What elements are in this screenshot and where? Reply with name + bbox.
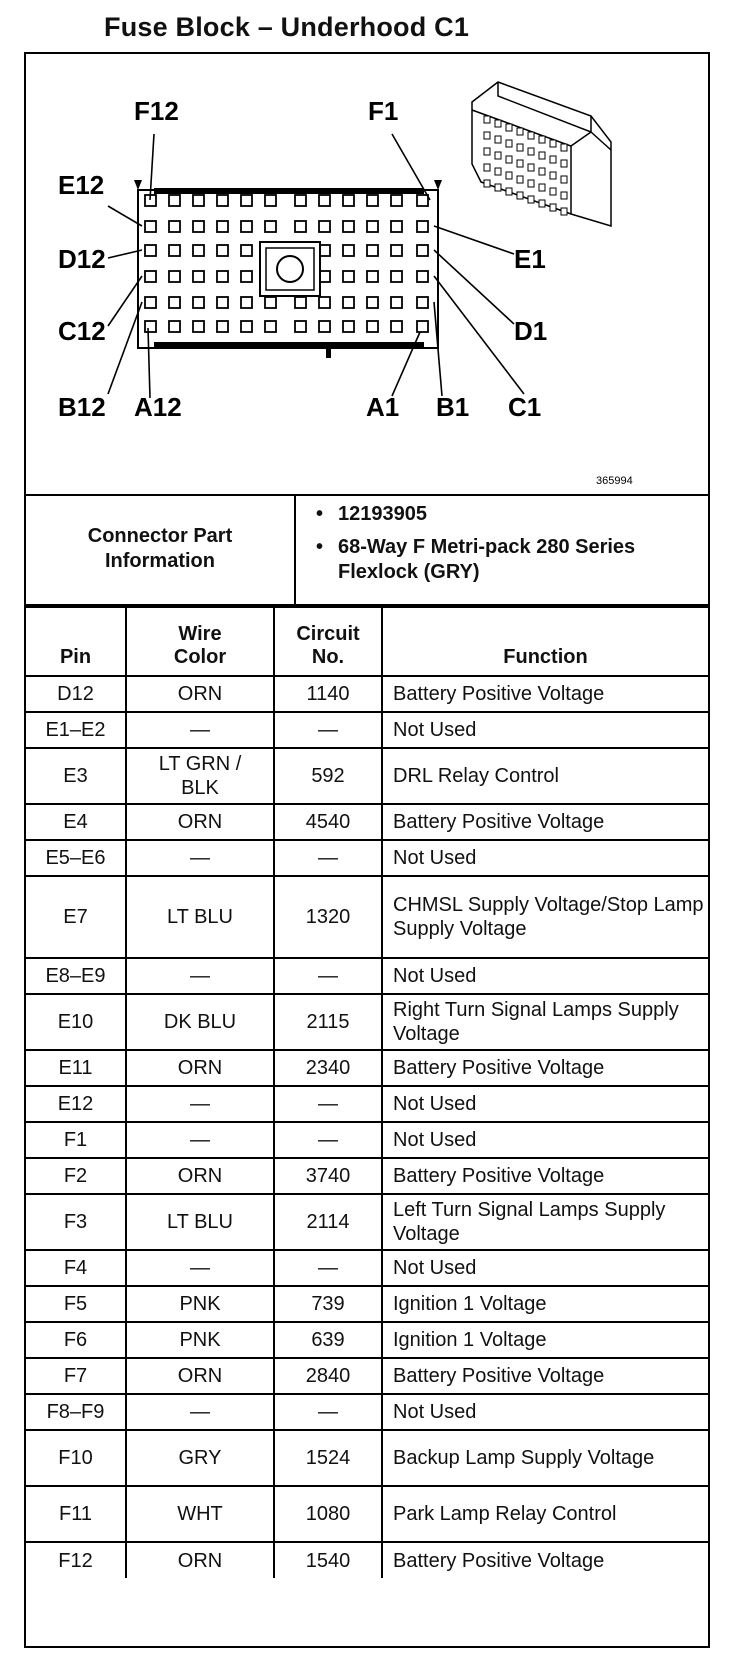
connector-pin-cavity (145, 297, 156, 308)
connector-pin-cavity (145, 271, 156, 282)
connector-pin-cavity (367, 221, 378, 232)
function-cell: Not Used (382, 1250, 708, 1286)
function-cell: Not Used (382, 712, 708, 748)
iso-pin-cavity (561, 160, 567, 167)
pin-cell: F3 (26, 1194, 126, 1250)
pin-cell: F6 (26, 1322, 126, 1358)
table-row (26, 1158, 708, 1194)
table-row (26, 1086, 708, 1122)
header-wire-color (126, 607, 274, 676)
iso-pin-cavity (550, 156, 556, 163)
function-cell: Not Used (382, 1122, 708, 1158)
connector-part-label (26, 494, 296, 604)
header-circuit-no (274, 607, 382, 676)
iso-pin-cavity (506, 188, 512, 195)
connector-pin-cavity (391, 297, 402, 308)
label-d1: D1 (514, 316, 548, 346)
figure-number: 365994 (596, 475, 633, 487)
function-cell: Park Lamp Relay Control (382, 1486, 708, 1542)
pin-cell: E3 (26, 748, 126, 804)
pin-cell: E12 (26, 1086, 126, 1122)
wire-color-cell: — (126, 712, 274, 748)
connector-pin-cavity (193, 245, 204, 256)
connector-type: • 68-Way F Metri-pack 280 Series Flexlock (GRY) (310, 535, 700, 585)
circuit-cell: 592 (274, 748, 382, 804)
function-cell: Not Used (382, 840, 708, 876)
iso-pin-cavity (517, 192, 523, 199)
iso-pin-cavity (506, 172, 512, 179)
function-cell: Not Used (382, 1086, 708, 1122)
connector-part-number: • 12193905 (310, 502, 700, 527)
function-cell: Not Used (382, 958, 708, 994)
iso-pin-cavity (495, 184, 501, 191)
connector-pin-cavity (343, 221, 354, 232)
connector-part-list (310, 502, 700, 593)
wire-color-cell: ORN (126, 1050, 274, 1086)
label-e1: E1 (514, 244, 546, 274)
connector-pin-cavity (295, 221, 306, 232)
function-cell: Left Turn Signal Lamps Supply Voltage (382, 1194, 708, 1250)
table-row (26, 1286, 708, 1322)
iso-pin-cavity (561, 144, 567, 151)
label-f1: F1 (368, 96, 399, 126)
iso-pin-cavity (495, 120, 501, 127)
circuit-cell: 1320 (274, 876, 382, 958)
connector-pin-cavity (319, 297, 330, 308)
wire-color-cell: ORN (126, 1542, 274, 1578)
wire-color-cell: PNK (126, 1322, 274, 1358)
iso-pin-cavity (539, 184, 545, 191)
table-row (26, 712, 708, 748)
function-cell: Battery Positive Voltage (382, 1358, 708, 1394)
circuit-cell: 1140 (274, 676, 382, 712)
iso-pin-cavity (517, 128, 523, 135)
table-row (26, 958, 708, 994)
pin-cell: F2 (26, 1158, 126, 1194)
header-wire-color-text: Wire Color (173, 623, 227, 668)
connector-pin-cavity (343, 195, 354, 206)
function-cell: Backup Lamp Supply Voltage (382, 1430, 708, 1486)
connector-pin-cavity (391, 321, 402, 332)
iso-pin-cavity (484, 116, 490, 123)
table-row (26, 1542, 708, 1578)
pin-cell: E7 (26, 876, 126, 958)
connector-pin-cavity (217, 321, 228, 332)
connector-pin-cavity (217, 271, 228, 282)
connector-pin-cavity (367, 195, 378, 206)
connector-pin-cavity (295, 297, 306, 308)
iso-pin-cavity (539, 152, 545, 159)
iso-pin-cavity (539, 168, 545, 175)
connector-pin-cavity (241, 297, 252, 308)
connector-pin-cavity (265, 195, 276, 206)
label-a1: A1 (366, 392, 400, 422)
circuit-cell: — (274, 958, 382, 994)
wire-color-cell: DK BLU (126, 994, 274, 1050)
connector-diagram (26, 54, 708, 496)
connector-pin-cavity (367, 245, 378, 256)
circuit-cell: 2115 (274, 994, 382, 1050)
function-cell: Battery Positive Voltage (382, 1158, 708, 1194)
function-cell: Right Turn Signal Lamps Supply Voltage (382, 994, 708, 1050)
connector-pin-cavity (295, 195, 306, 206)
label-a12: A12 (134, 392, 182, 422)
circuit-cell: 639 (274, 1322, 382, 1358)
iso-pin-cavity (495, 136, 501, 143)
iso-pin-cavity (528, 164, 534, 171)
header-pin: Pin (26, 607, 126, 676)
label-f12: F12 (134, 96, 179, 126)
connector-pin-cavity (367, 297, 378, 308)
circuit-cell: 1540 (274, 1542, 382, 1578)
connector-face-drawing (26, 54, 708, 494)
table-row (26, 1194, 708, 1250)
iso-pin-cavity (550, 140, 556, 147)
connector-pin-cavity (417, 271, 428, 282)
circuit-cell: — (274, 1394, 382, 1430)
function-cell: Ignition 1 Voltage (382, 1286, 708, 1322)
function-cell: Not Used (382, 1394, 708, 1430)
label-c12: C12 (58, 316, 106, 346)
connector-pin-cavity (265, 297, 276, 308)
iso-pin-cavity (550, 172, 556, 179)
connector-pin-cavity (193, 221, 204, 232)
connector-pin-cavity (265, 221, 276, 232)
pin-cell: F10 (26, 1430, 126, 1486)
pin-cell: F1 (26, 1122, 126, 1158)
iso-pin-cavity (561, 192, 567, 199)
connector-pin-cavity (343, 297, 354, 308)
table-row (26, 1250, 708, 1286)
table-row (26, 1122, 708, 1158)
wire-color-cell: WHT (126, 1486, 274, 1542)
iso-pin-cavity (550, 188, 556, 195)
pin-cell: F11 (26, 1486, 126, 1542)
table-row (26, 1358, 708, 1394)
table-row (26, 994, 708, 1050)
pin-cell: E5–E6 (26, 840, 126, 876)
circuit-cell: 1524 (274, 1430, 382, 1486)
circuit-cell: 739 (274, 1286, 382, 1322)
table-row (26, 1486, 708, 1542)
iso-pin-cavity (550, 204, 556, 211)
wire-color-cell: ORN (126, 676, 274, 712)
connector-pin-cavity (343, 321, 354, 332)
circuit-cell: 2114 (274, 1194, 382, 1250)
iso-pin-cavity (484, 148, 490, 155)
pin-cell: E8–E9 (26, 958, 126, 994)
pin-cell: F12 (26, 1542, 126, 1578)
wire-color-cell: LT GRN / BLK (126, 748, 274, 804)
connector-pin-cavity (343, 245, 354, 256)
circuit-cell: 3740 (274, 1158, 382, 1194)
pin-cell: F8–F9 (26, 1394, 126, 1430)
label-d12: D12 (58, 244, 106, 274)
iso-pin-cavity (517, 144, 523, 151)
connector-pin-cavity (417, 297, 428, 308)
label-b12: B12 (58, 392, 106, 422)
connector-pin-cavity (145, 245, 156, 256)
connector-pin-cavity (217, 297, 228, 308)
connector-pin-cavity (193, 271, 204, 282)
circuit-cell: 4540 (274, 804, 382, 840)
wire-color-cell: — (126, 1086, 274, 1122)
pin-cell: F7 (26, 1358, 126, 1394)
pin-cell: E4 (26, 804, 126, 840)
iso-pin-cavity (528, 132, 534, 139)
connector-pin-cavity (217, 195, 228, 206)
table-row (26, 1050, 708, 1086)
wire-color-cell: ORN (126, 1358, 274, 1394)
connector-pin-cavity (343, 271, 354, 282)
iso-pin-cavity (495, 152, 501, 159)
label-e12: E12 (58, 170, 105, 200)
circuit-cell: 1080 (274, 1486, 382, 1542)
function-cell: DRL Relay Control (382, 748, 708, 804)
page-title: Fuse Block – Underhood C1 (104, 12, 470, 42)
connector-pin-cavity (391, 221, 402, 232)
table-row (26, 840, 708, 876)
function-cell: Battery Positive Voltage (382, 804, 708, 840)
iso-pin-cavity (539, 200, 545, 207)
header-function: Function (382, 607, 708, 676)
connector-pin-cavity (217, 245, 228, 256)
table-row (26, 876, 708, 958)
table-row (26, 1394, 708, 1430)
circuit-cell: — (274, 1250, 382, 1286)
connector-pin-cavity (391, 245, 402, 256)
connector-pin-cavity (319, 195, 330, 206)
iso-pin-cavity (561, 176, 567, 183)
table-header-row (26, 607, 708, 676)
connector-pin-cavity (145, 321, 156, 332)
iso-pin-cavity (528, 196, 534, 203)
function-cell: Battery Positive Voltage (382, 1050, 708, 1086)
circuit-cell: — (274, 840, 382, 876)
connector-pin-cavity (391, 271, 402, 282)
function-cell: CHMSL Supply Voltage/Stop Lamp Supply Voltage (382, 876, 708, 958)
connector-pin-cavity (241, 221, 252, 232)
connector-pin-cavity (145, 221, 156, 232)
iso-pin-cavity (561, 208, 567, 215)
iso-pin-cavity (484, 164, 490, 171)
connector-pin-cavity (295, 321, 306, 332)
pin-cell: F5 (26, 1286, 126, 1322)
iso-pin-cavity (506, 140, 512, 147)
connector-pin-cavity (241, 271, 252, 282)
pin-cell: E1–E2 (26, 712, 126, 748)
connector-pin-cavity (265, 321, 276, 332)
label-c1: C1 (508, 392, 542, 422)
connector-pin-cavity (169, 297, 180, 308)
connector-pin-cavity (367, 321, 378, 332)
connector-pin-cavity (241, 245, 252, 256)
iso-pin-cavity (539, 136, 545, 143)
connector-pin-cavity (169, 221, 180, 232)
iso-pin-cavity (506, 124, 512, 131)
connector-pin-cavity (169, 321, 180, 332)
connector-pin-cavity (241, 321, 252, 332)
connector-pin-cavity (417, 221, 428, 232)
wire-color-cell: ORN (126, 1158, 274, 1194)
wire-color-cell: GRY (126, 1430, 274, 1486)
pin-cell: E11 (26, 1050, 126, 1086)
connector-pin-cavity (241, 195, 252, 206)
iso-pin-cavity (506, 156, 512, 163)
connector-pin-cavity (367, 271, 378, 282)
iso-pin-cavity (484, 180, 490, 187)
table-row (26, 1430, 708, 1486)
connector-pin-cavity (169, 245, 180, 256)
circuit-cell: 2840 (274, 1358, 382, 1394)
function-cell: Battery Positive Voltage (382, 676, 708, 712)
iso-pin-cavity (495, 168, 501, 175)
table-row (26, 804, 708, 840)
connector-pin-cavity (319, 221, 330, 232)
pin-cell: D12 (26, 676, 126, 712)
table-row (26, 1322, 708, 1358)
function-cell: Ignition 1 Voltage (382, 1322, 708, 1358)
connector-isometric-icon (472, 82, 611, 226)
circuit-cell: 2340 (274, 1050, 382, 1086)
table-row (26, 748, 708, 804)
iso-pin-cavity (528, 148, 534, 155)
table-row (26, 676, 708, 712)
wire-color-cell: — (126, 958, 274, 994)
wire-color-cell: LT BLU (126, 876, 274, 958)
iso-pin-cavity (484, 132, 490, 139)
connector-pin-cavity (217, 221, 228, 232)
connector-part-information (26, 494, 708, 606)
connector-pin-cavity (391, 195, 402, 206)
connector-pin-cavity (417, 245, 428, 256)
connector-pin-cavity (417, 195, 428, 206)
wire-color-cell: — (126, 1250, 274, 1286)
wire-color-cell: LT BLU (126, 1194, 274, 1250)
connector-pin-cavity (193, 321, 204, 332)
connector-pin-cavity (193, 195, 204, 206)
connector-pin-cavity (169, 271, 180, 282)
pin-cell: E10 (26, 994, 126, 1050)
wire-color-cell: — (126, 1394, 274, 1430)
pin-cell: F4 (26, 1250, 126, 1286)
iso-pin-cavity (517, 176, 523, 183)
wire-color-cell: — (126, 840, 274, 876)
wire-color-cell: PNK (126, 1286, 274, 1322)
header-circuit-no-text: Circuit No. (296, 623, 360, 668)
label-b1: B1 (436, 392, 470, 422)
iso-pin-cavity (517, 160, 523, 167)
connector-pin-cavity (319, 321, 330, 332)
pinout-table (26, 606, 708, 1578)
circuit-cell: — (274, 712, 382, 748)
connector-body (134, 180, 442, 358)
connector-pin-cavity (417, 321, 428, 332)
function-cell: Battery Positive Voltage (382, 1542, 708, 1578)
wire-color-cell: ORN (126, 804, 274, 840)
connector-pin-cavity (169, 195, 180, 206)
circuit-cell: — (274, 1086, 382, 1122)
wire-color-cell: — (126, 1122, 274, 1158)
connector-part-label-text: Connector Part Information (87, 525, 233, 572)
circuit-cell: — (274, 1122, 382, 1158)
connector-frame (24, 52, 710, 1648)
connector-pin-cavity (193, 297, 204, 308)
iso-pin-cavity (528, 180, 534, 187)
